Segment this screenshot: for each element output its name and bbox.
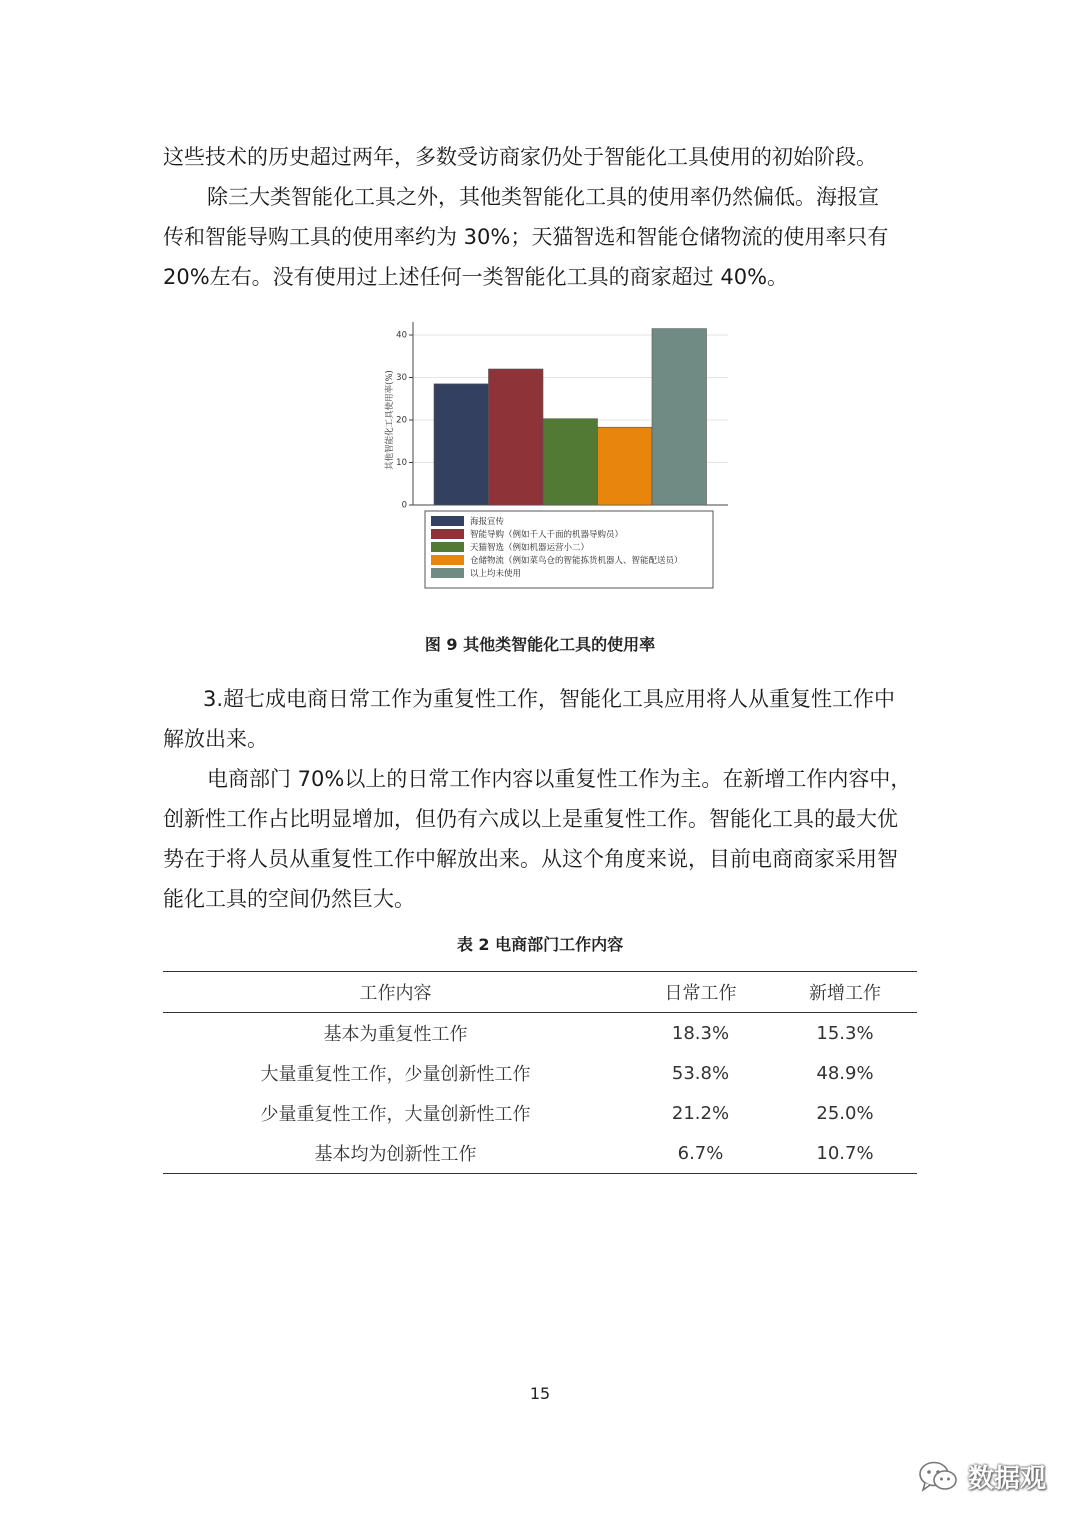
bar <box>489 369 544 505</box>
y-tick-label: 10 <box>396 458 407 468</box>
table-header-row <box>163 972 917 1013</box>
legend-swatch <box>431 529 464 539</box>
page-number: 15 <box>529 1384 551 1403</box>
paragraph-2 <box>163 177 918 297</box>
cell-daily: 53.8% <box>671 1062 730 1084</box>
chart-legend <box>425 511 713 588</box>
table-row <box>163 1053 917 1093</box>
legend-label: 以上均未使用 <box>470 569 522 579</box>
y-tick-label: 30 <box>396 373 407 383</box>
bar <box>434 384 489 505</box>
cell-work-content: 少量重复性工作，大量创新性工作 <box>260 1104 531 1125</box>
text-line: 传和智能导购工具的使用率约为 30%；天猫智选和智能仓储物流的使用率只有 <box>163 225 889 249</box>
paragraph-4 <box>163 759 918 919</box>
legend-label: 天猫智选（例如机器运营小二） <box>470 543 590 553</box>
header-new-work: 新增工作 <box>773 972 917 1013</box>
y-tick-label: 40 <box>396 330 407 341</box>
table-caption: 表 2 电商部门工作内容 <box>456 935 624 954</box>
cell-new: 25.0% <box>816 1102 874 1124</box>
cell-daily: 21.2% <box>671 1102 730 1124</box>
watermark <box>918 1458 1046 1495</box>
text-line: 电商部门 70%以上的日常工作内容以重复性工作为主。在新增工作内容中， <box>207 767 912 791</box>
cell-daily: 6.7% <box>628 1133 773 1174</box>
legend-swatch <box>431 555 464 565</box>
chart-bars <box>434 329 707 505</box>
text-line: 除三大类智能化工具之外，其他类智能化工具的使用率仍然偏低。海报宣 <box>207 185 879 209</box>
legend-label: 智能导购（例如千人千面的机器导购员） <box>470 530 624 540</box>
text-line: 解放出来。 <box>163 727 268 751</box>
bar <box>598 427 653 505</box>
table-row <box>163 1133 917 1174</box>
legend-label: 仓储物流（例如菜鸟仓的智能拣货机器人、智能配送员） <box>470 556 683 566</box>
y-tick-label: 20 <box>396 415 407 426</box>
y-tick-label: 0 <box>401 500 407 511</box>
cell-work-content: 基本为重复性工作 <box>323 1024 468 1045</box>
cell-work-content: 大量重复性工作，少量创新性工作 <box>260 1064 531 1085</box>
text-line: 势在于将人员从重复性工作中解放出来。从这个角度来说，目前电商商家采用智 <box>163 847 898 871</box>
figure-caption: 图 9 其他类智能化工具的使用率 <box>424 635 656 654</box>
paragraph-1 <box>163 137 918 177</box>
cell-new: 48.9% <box>816 1062 874 1084</box>
y-axis-label: 其他智能化工具使用率(%) <box>385 370 395 470</box>
cell-work-content: 基本均为创新性工作 <box>163 1133 628 1174</box>
header-daily-work: 日常工作 <box>628 972 773 1013</box>
legend-swatch <box>431 516 464 526</box>
bar <box>543 419 598 505</box>
table-row <box>163 1013 917 1054</box>
header-work-content: 工作内容 <box>163 972 628 1013</box>
paragraph-3 <box>163 679 918 759</box>
work-content-table <box>163 971 917 1174</box>
legend-swatch <box>431 568 464 578</box>
cell-new: 10.7% <box>773 1133 917 1174</box>
legend-label: 海报宣传 <box>470 517 505 527</box>
legend-swatch <box>431 542 464 552</box>
table-row <box>163 1093 917 1133</box>
text-line: 3.超七成电商日常工作为重复性工作，智能化工具应用将人从重复性工作中 <box>203 687 896 711</box>
text-line: 这些技术的历史超过两年，多数受访商家仍处于智能化工具使用的初始阶段。 <box>163 145 877 169</box>
cell-daily: 18.3% <box>671 1022 730 1044</box>
wechat-icon <box>918 1459 960 1495</box>
text-line: 创新性工作占比明显增加，但仍有六成以上是重复性工作。智能化工具的最大优 <box>163 807 898 831</box>
text-line: 20%左右。没有使用过上述任何一类智能化工具的商家超过 40%。 <box>163 265 789 289</box>
text-line: 能化工具的空间仍然巨大。 <box>163 887 415 911</box>
watermark-text: 数据观 <box>968 1464 1047 1494</box>
bar <box>652 329 707 505</box>
cell-new: 15.3% <box>816 1022 874 1044</box>
usage-rate-bar-chart <box>380 318 730 593</box>
